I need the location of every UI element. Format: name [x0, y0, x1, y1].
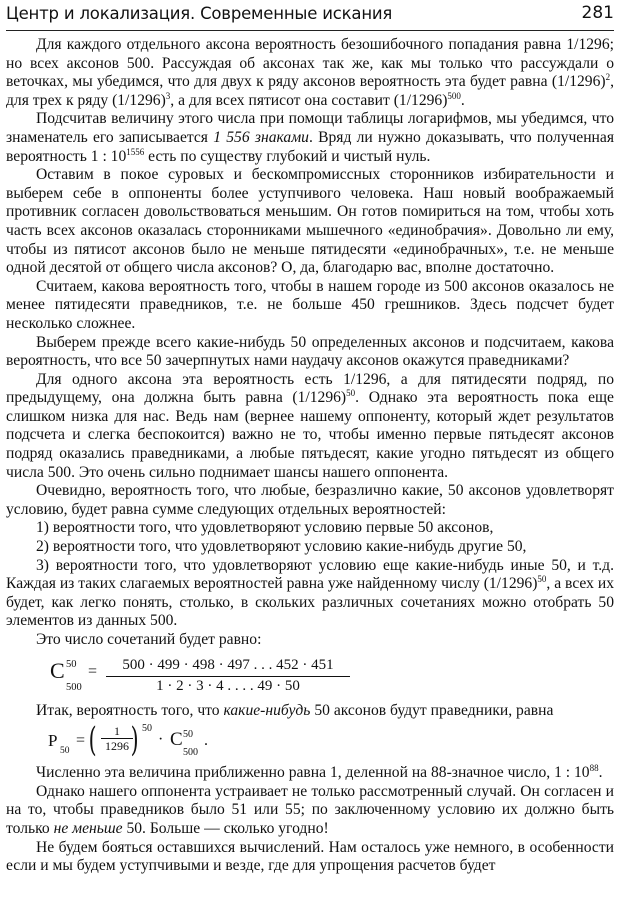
multiplication-dot: · [158, 731, 164, 749]
fraction-denominator: 1 · 2 · 3 · 4 . . . . 49 · 50 [156, 677, 300, 694]
page-number: 281 [581, 3, 614, 23]
page-header [6, 0, 614, 31]
combination-subscript: 500 [66, 681, 82, 693]
probability-symbol: P [48, 731, 58, 751]
probability-subscript: 50 [60, 746, 70, 757]
list-item-1: 1) вероятности того, что удовлетворяют условию первые 50 аксонов, [36, 519, 494, 537]
paragraph-6: Для одного аксона эта вероятность есть 1/1296, а для пятидесяти подряд, по предыдущему, она должна быть равна $(1/1296)^{50}$. Однако эта вероятность пока еще слишком низка для нас. Ведь нам (вернее нашему оппоненту, который ждет результатов подсчета и слегка беспокоится) важно не то, чтобы именно первые пятьдесят аксонов подряд оказались праведниками, а любые пятьдесят, какие угодно пятьдесят из общего числа 500. Это очень сильно поднимает шансы нашего оппонента. [6, 370, 614, 481]
paragraph-10: Численно эта величина приближенно равна 1, деленной на 88-значное число, 1 : $10^{88}$. [36, 763, 603, 782]
page-body [6, 36, 614, 876]
combination-superscript: 50 [66, 658, 77, 670]
paragraph-5: Выберем прежде всего какие-нибудь 50 определенных аксонов и подсчитаем, какова вероятность, что все 50 зачерпнутых нами наудачу аксонов окажутся праведниками? [6, 333, 614, 370]
paragraph-1: Для каждого отдельного аксона вероятность безошибочного попадания равна 1/1296; но всех аксонов 500. Рассуждая об аксонах так же, как мы только что рассуждали о веточках, мы убедимся, что для двух к ряду аксонов вероятность эта будет равна $(1/1296)^2$, для трех к ряду $(1/1296)^3$, а для всех пятисот она составит $(1/1296)^{500}$. [6, 36, 614, 109]
fraction-numerator: 1 [101, 724, 133, 739]
paragraph-4: Считаем, какова вероятность того, чтобы в нашем городе из 500 аксонов оказалось не менее пятидесяти праведников, т.е. не больше 450 грешников. Здесь подсчет будет несколько сложнее. [6, 277, 614, 332]
list-item-2: 2) вероятности того, что удовлетворяют условию какие-нибудь другие 50, [36, 538, 527, 556]
paragraph-2: Подсчитав величину этого числа при помощи таблицы логарифмов, мы убедимся, что знаменатель его записывается 1 556 знаками. Вряд ли нужно доказывать, что полученная вероятность 1 : $10^{1556}$ есть по существу глубокий и чистый нуль. [6, 110, 614, 165]
paragraph-8: Это число сочетаний будет равно: [36, 631, 262, 648]
combination-subscript: 500 [183, 747, 198, 759]
combination-superscript: 50 [183, 729, 193, 741]
probability-fraction [101, 724, 133, 754]
power-exponent: 50 [142, 723, 152, 735]
right-parenthesis: ) [130, 720, 139, 761]
probability-formula [6, 720, 614, 764]
paragraph-9: Итак, вероятность того, что какие-нибудь 50 аксонов будут праведники, равна [36, 701, 554, 719]
left-parenthesis: ( [88, 720, 97, 761]
paragraph-12: Не будем бояться оставшихся вычислений. Нам осталось уже немного, в особенности если и мы будем уступчивыми и везде, где для упрощения расчетов будет [6, 838, 614, 875]
paragraph-3: Оставим в покое суровых и бескомпромиссных сторонников избирательности и выберем себе в оппоненты более уступчивого человека. Наш новый воображаемый противник согласен довольствоваться меньшим. Он готов помириться на том, чтобы хоть часть всех аксонов оказалась сторонниками мышечного «единобрачия». Довольно ли ему, чтобы из пятисот аксонов было не меньше пятидесяти «единобрачных», т.е. не меньше одной десятой от общего числа аксонов? О, да, благодарю вас, вполне достаточно. [6, 166, 614, 277]
combination-fraction [106, 656, 350, 696]
fraction-denominator: 1296 [105, 739, 129, 754]
fraction-numerator: 500 · 499 · 498 · 497 . . . 452 · 451 [106, 656, 350, 677]
combinations-formula [6, 654, 614, 700]
list-item-3: 3) вероятности того, что удовлетворяют условию еще какие-нибудь иные 50, и т.д. Каждая из таких слагаемых вероятностей равна уже найденному числу $(1/1296)^{50}$, а всех их будет, как легко понять, столько, в скольких различных сочетаниях можно отобрать 50 элементов из данных 500. [6, 556, 614, 630]
equals-sign: = [76, 732, 86, 750]
formula-period: . [204, 732, 208, 750]
equals-sign: = [88, 662, 98, 680]
running-title: Центр и локализация. Современные искания [6, 4, 393, 23]
paragraph-7: Очевидно, вероятность того, что любые, безразлично какие, 50 аксонов удовлетворят условию, будет равна сумме следующих отдельных вероятностей: [6, 482, 614, 518]
paragraph-11: Однако нашего оппонента устраивает не только рассмотренный случай. Он согласен и на то, чтобы праведников было 51 или 55; по заключенному условию их должно быть только не меньше 50. Больше — сколько угодно! [6, 782, 614, 837]
combination-symbol: C [50, 657, 65, 683]
combination-symbol: C [170, 729, 183, 751]
